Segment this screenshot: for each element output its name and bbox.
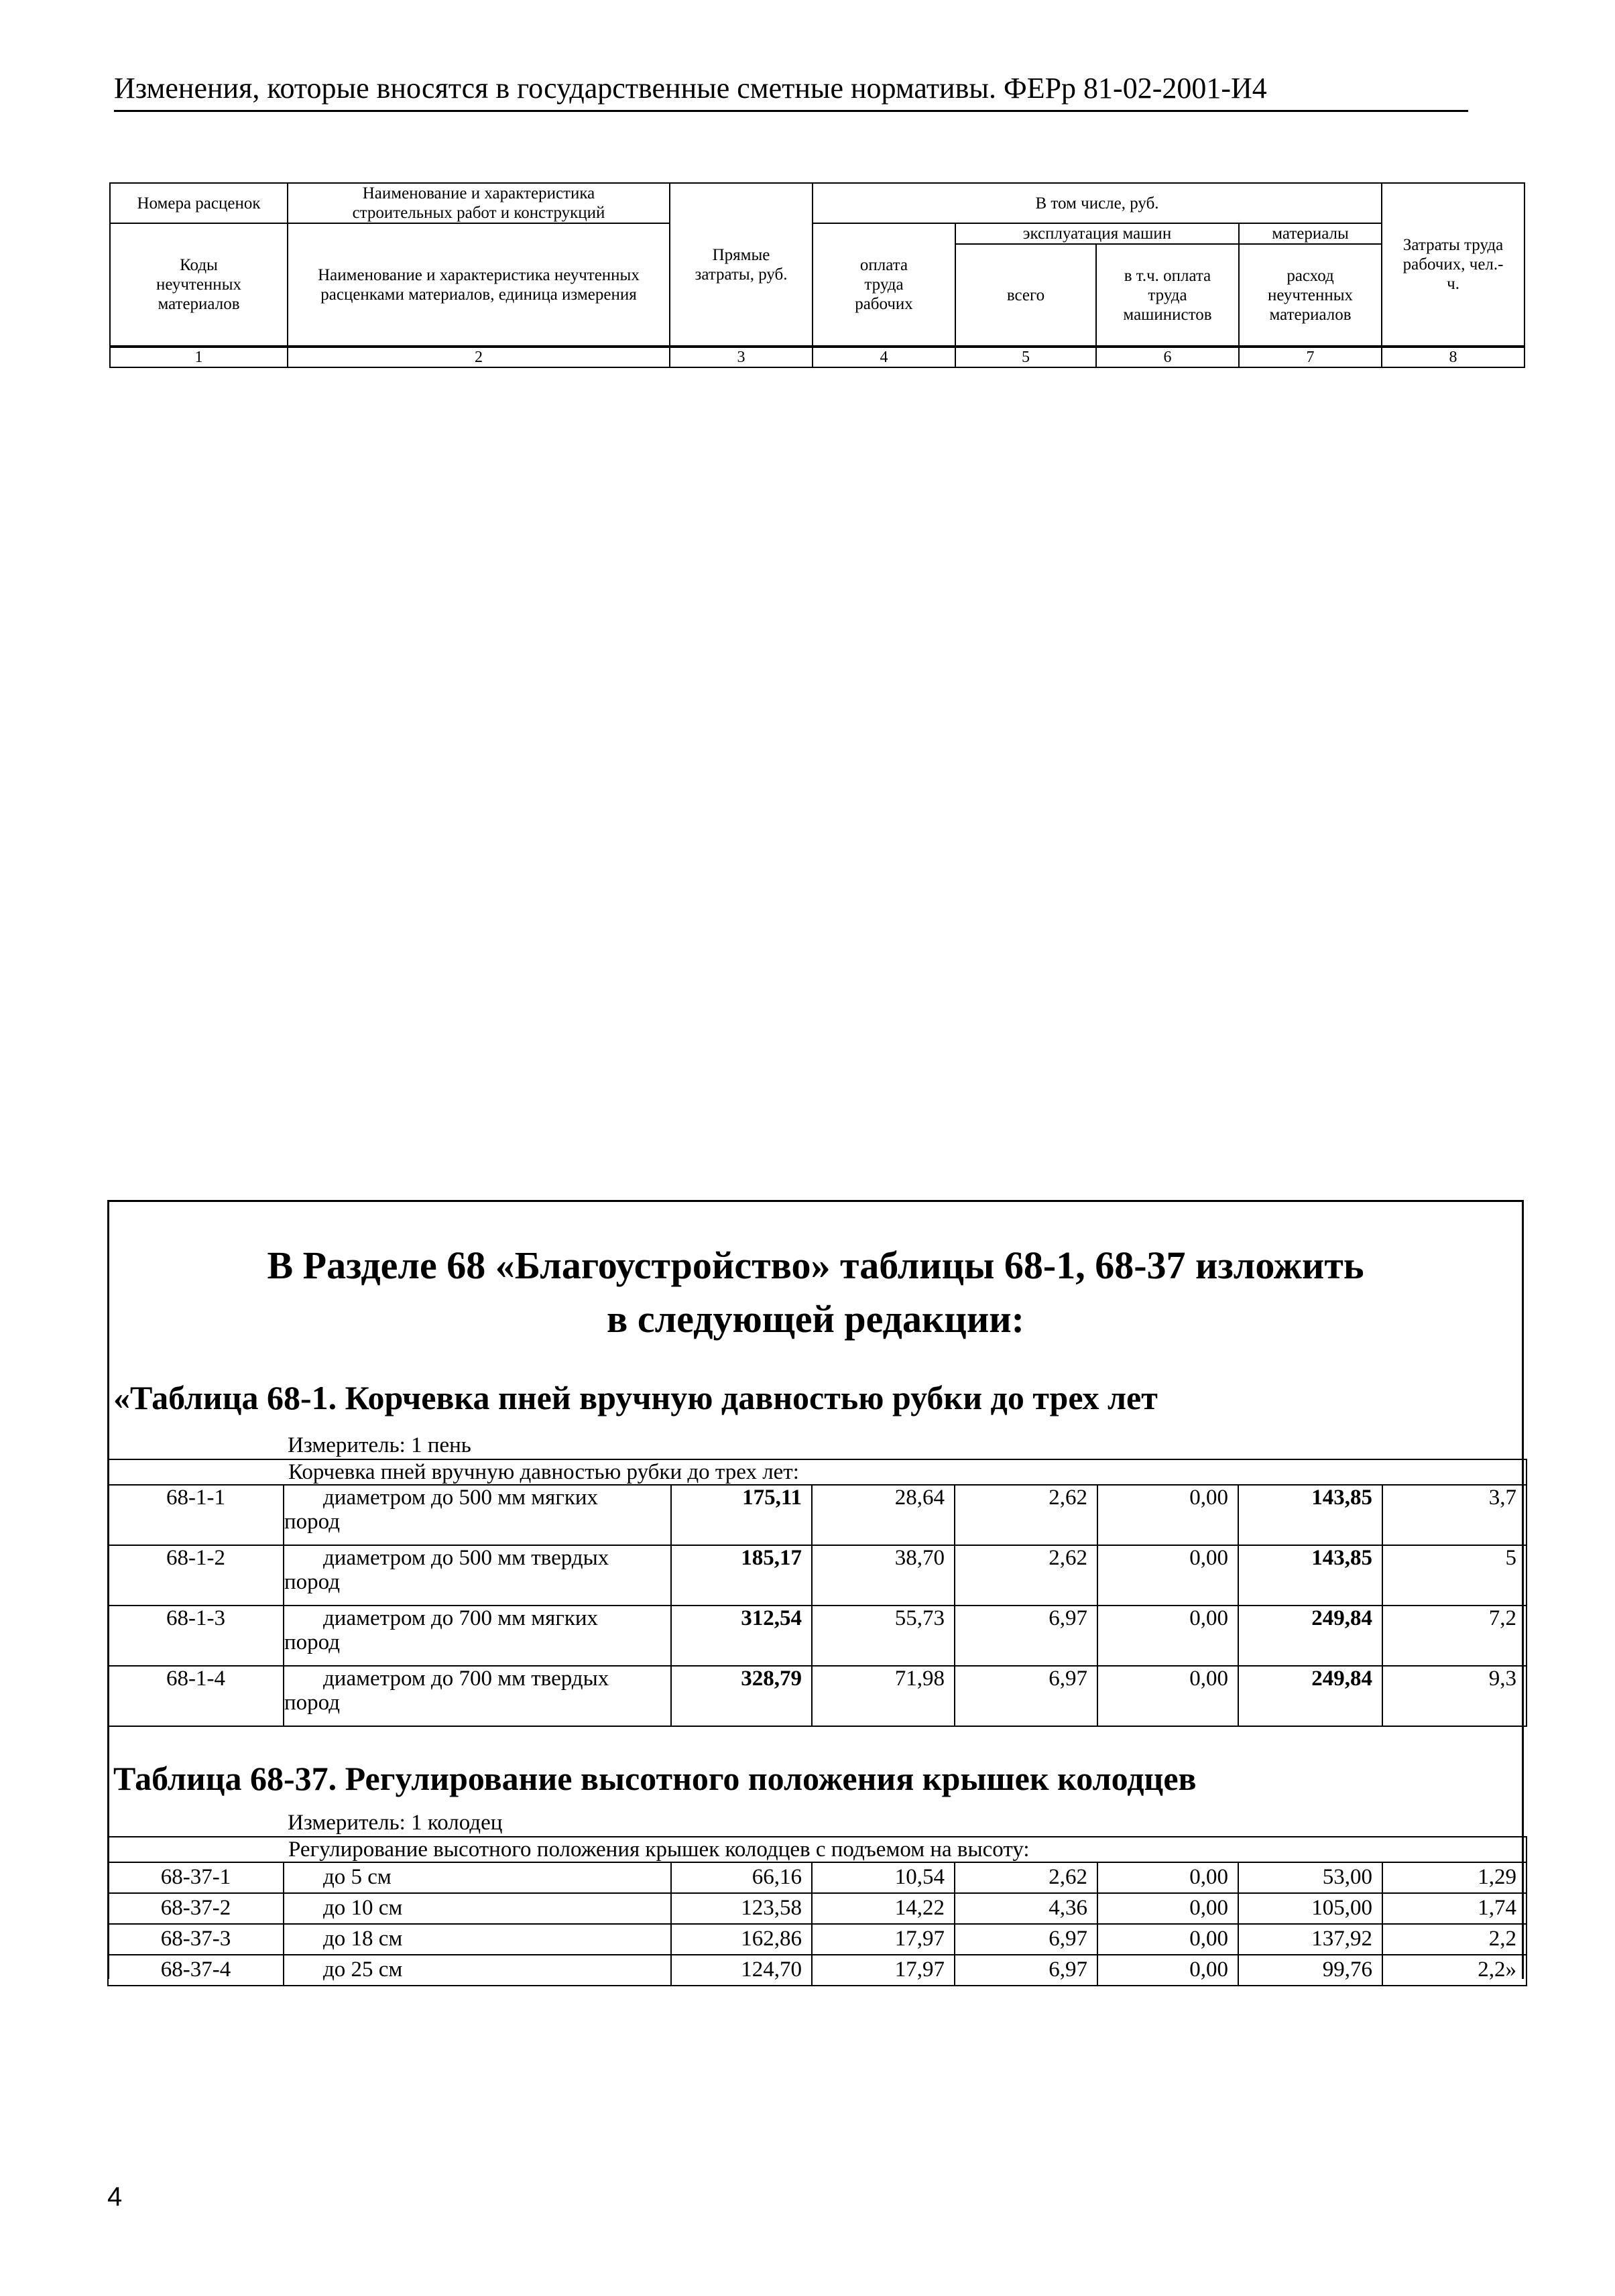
header-machines-total: всего — [955, 244, 1096, 347]
labor-hours: 2,2 — [1382, 1924, 1527, 1955]
operator-pay: 0,00 — [1097, 1545, 1238, 1606]
header-material-names: Наименование и характеристика неучтенных расценками материалов, единица измерения — [288, 223, 670, 347]
direct-costs: 162,86 — [671, 1924, 812, 1955]
page-number: 4 — [107, 2182, 123, 2212]
work-name — [284, 1485, 671, 1545]
worker-pay: 17,97 — [812, 1955, 955, 1986]
materials-cost: 99,76 — [1238, 1955, 1382, 1986]
direct-costs: 312,54 — [671, 1606, 812, 1666]
direct-costs: 123,58 — [671, 1893, 812, 1924]
group-heading: Корчевка пней вручную давностью рубки до трех лет: — [108, 1459, 1527, 1485]
machines-total: 2,62 — [955, 1862, 1097, 1893]
rate-code: 68-1-4 — [108, 1666, 284, 1726]
worker-pay: 38,70 — [812, 1545, 955, 1606]
section-title-line: в следующей редакции: — [607, 1297, 1024, 1341]
machines-total: 6,97 — [955, 1955, 1097, 1986]
column-number: 4 — [813, 347, 955, 367]
table-row — [108, 1955, 1527, 1986]
section-title — [109, 1239, 1522, 1346]
work-name-line: диаметром до 500 мм твердых — [323, 1546, 609, 1570]
work-name: до 25 см — [284, 1955, 671, 1986]
header-machine-operation: эксплуатация машин — [955, 223, 1239, 244]
measure-unit: Измеритель: 1 колодец — [108, 1811, 1527, 1837]
work-name: до 10 см — [284, 1893, 671, 1924]
operator-pay: 0,00 — [1097, 1955, 1238, 1986]
header-operator-pay: в т.ч. оплата труда машинистов — [1096, 244, 1239, 347]
rate-code: 68-37-2 — [108, 1893, 284, 1924]
materials-cost: 53,00 — [1238, 1862, 1382, 1893]
header-direct-costs: Прямые затраты, руб. — [670, 183, 813, 347]
materials-cost: 143,85 — [1238, 1485, 1382, 1545]
table-row — [108, 1893, 1527, 1924]
column-number: 1 — [110, 347, 288, 367]
work-name-line: пород — [284, 1570, 340, 1594]
section-title-line: В Разделе 68 «Благоустройство» таблицы 68-1, 68-37 изложить — [267, 1244, 1364, 1287]
table-row — [108, 1545, 1527, 1606]
work-name-line: диаметром до 700 мм твердых — [323, 1667, 609, 1691]
operator-pay: 0,00 — [1097, 1862, 1238, 1893]
table-row — [108, 1924, 1527, 1955]
table-row — [108, 1485, 1527, 1545]
column-number: 7 — [1239, 347, 1382, 367]
direct-costs: 175,11 — [671, 1485, 812, 1545]
header-work-name: Наименование и характеристика строительных работ и конструкций — [288, 183, 670, 223]
table-68-1-title: «Таблица 68-1. Корчевка пней вручную давностью рубки до трех лет — [113, 1379, 1158, 1416]
table-row — [108, 1862, 1527, 1893]
header-material-codes: Коды неучтенных материалов — [110, 223, 288, 347]
direct-costs: 185,17 — [671, 1545, 812, 1606]
table-row — [108, 1606, 1527, 1666]
materials-cost: 249,84 — [1238, 1666, 1382, 1726]
column-number: 2 — [288, 347, 670, 367]
work-name — [284, 1666, 671, 1726]
machines-total: 6,97 — [955, 1666, 1097, 1726]
worker-pay: 28,64 — [812, 1485, 955, 1545]
header-rate-numbers: Номера расценок — [110, 183, 288, 223]
machines-total: 6,97 — [955, 1924, 1097, 1955]
operator-pay: 0,00 — [1097, 1893, 1238, 1924]
machines-total: 6,97 — [955, 1606, 1097, 1666]
column-number: 3 — [670, 347, 813, 367]
table-68-37 — [107, 1811, 1527, 1986]
header-including: В том числе, руб. — [813, 183, 1382, 223]
rate-code: 68-37-4 — [108, 1955, 284, 1986]
column-number: 6 — [1096, 347, 1239, 367]
rate-code: 68-37-1 — [108, 1862, 284, 1893]
direct-costs: 66,16 — [671, 1862, 812, 1893]
work-name — [284, 1545, 671, 1606]
labor-hours: 9,3 — [1382, 1666, 1527, 1726]
labor-hours: 1,74 — [1382, 1893, 1527, 1924]
measure-unit: Измеритель: 1 пень — [108, 1433, 1527, 1459]
changes-block — [107, 1200, 1524, 1982]
materials-cost: 143,85 — [1238, 1545, 1382, 1606]
table-68-1 — [107, 1433, 1527, 1727]
machines-total: 2,62 — [955, 1545, 1097, 1606]
work-name-line: пород — [284, 1510, 340, 1534]
operator-pay: 0,00 — [1097, 1485, 1238, 1545]
direct-costs: 328,79 — [671, 1666, 812, 1726]
column-header-table — [109, 182, 1525, 368]
worker-pay: 71,98 — [812, 1666, 955, 1726]
operator-pay: 0,00 — [1097, 1924, 1238, 1955]
work-name — [284, 1606, 671, 1666]
operator-pay: 0,00 — [1097, 1606, 1238, 1666]
worker-pay: 17,97 — [812, 1924, 955, 1955]
labor-hours: 2,2» — [1382, 1955, 1527, 1986]
work-name: до 18 см — [284, 1924, 671, 1955]
table-68-37-title: Таблица 68-37. Регулирование высотного положения крышек колодцев — [113, 1760, 1197, 1797]
work-name-line: диаметром до 700 мм мягких — [323, 1606, 599, 1630]
worker-pay: 14,22 — [812, 1893, 955, 1924]
materials-cost: 249,84 — [1238, 1606, 1382, 1666]
worker-pay: 55,73 — [812, 1606, 955, 1666]
materials-cost: 105,00 — [1238, 1893, 1382, 1924]
machines-total: 2,62 — [955, 1485, 1097, 1545]
work-name-line: пород — [284, 1630, 340, 1654]
column-number: 5 — [955, 347, 1096, 367]
labor-hours: 1,29 — [1382, 1862, 1527, 1893]
labor-hours: 3,7 — [1382, 1485, 1527, 1545]
materials-cost: 137,92 — [1238, 1924, 1382, 1955]
rate-code: 68-1-2 — [108, 1545, 284, 1606]
work-name-line: пород — [284, 1691, 340, 1715]
table-row — [108, 1666, 1527, 1726]
machines-total: 4,36 — [955, 1893, 1097, 1924]
rate-code: 68-37-3 — [108, 1924, 284, 1955]
header-unaccounted-materials: расход неучтенных материалов — [1239, 244, 1382, 347]
header-worker-pay: оплата труда рабочих — [813, 223, 955, 347]
operator-pay: 0,00 — [1097, 1666, 1238, 1726]
work-name: до 5 см — [284, 1862, 671, 1893]
column-number: 8 — [1382, 347, 1524, 367]
group-heading: Регулирование высотного положения крышек колодцев с подъемом на высоту: — [108, 1837, 1527, 1862]
labor-hours: 7,2 — [1382, 1606, 1527, 1666]
header-materials: материалы — [1239, 223, 1382, 244]
header-labor-hours: Затраты труда рабочих, чел.-ч. — [1382, 183, 1524, 347]
rate-code: 68-1-3 — [108, 1606, 284, 1666]
work-name-line: диаметром до 500 мм мягких — [323, 1486, 599, 1510]
rate-code: 68-1-1 — [108, 1485, 284, 1545]
labor-hours: 5 — [1382, 1545, 1527, 1606]
worker-pay: 10,54 — [812, 1862, 955, 1893]
direct-costs: 124,70 — [671, 1955, 812, 1986]
page-header: Изменения, которые вносятся в государственные сметные нормативы. ФЕРр 81-02-2001-И4 — [114, 67, 1468, 112]
